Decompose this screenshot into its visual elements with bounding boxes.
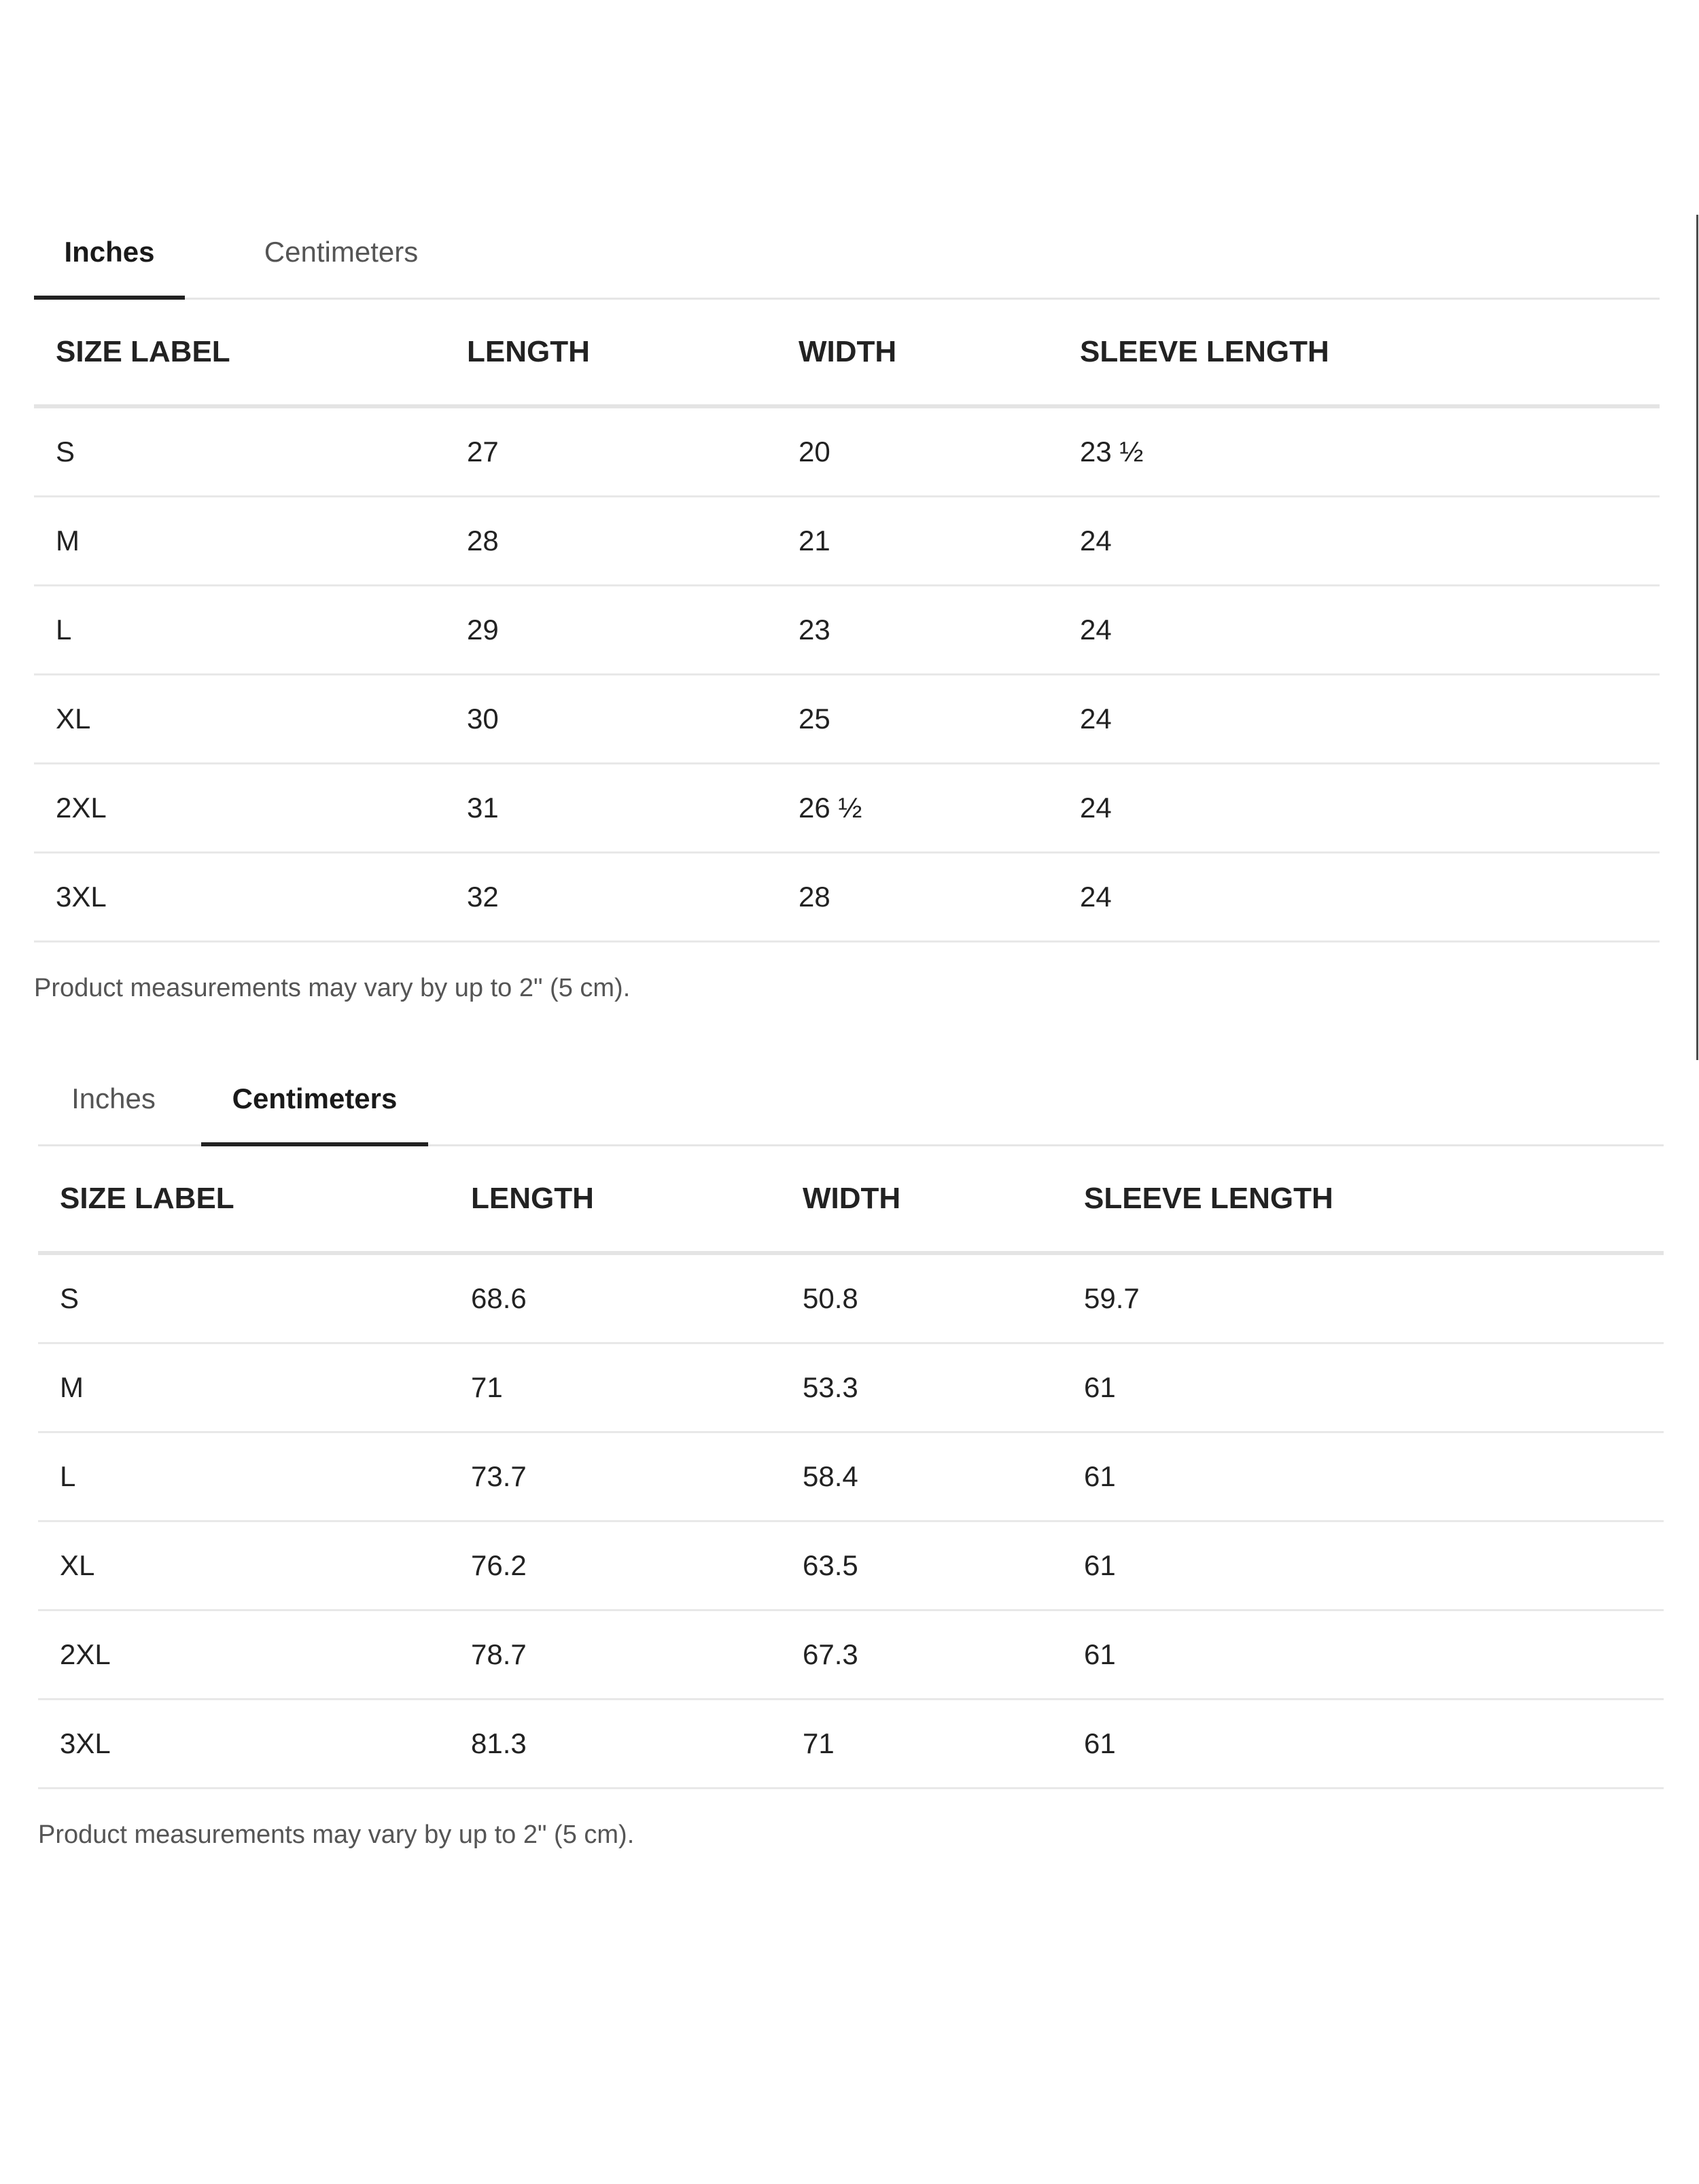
table-row bbox=[34, 675, 1660, 764]
width-cell: 53.3 bbox=[803, 1343, 1084, 1432]
sleeve-length-cell: 61 bbox=[1084, 1432, 1664, 1521]
width-cell: 25 bbox=[799, 675, 1080, 764]
size-cell: M bbox=[34, 497, 467, 586]
width-cell: 50.8 bbox=[803, 1253, 1084, 1343]
size-cell: 3XL bbox=[34, 853, 467, 942]
sleeve-length-cell: 24 bbox=[1080, 853, 1660, 942]
column-header-sleeve-length: SLEEVE LENGTH bbox=[1084, 1146, 1664, 1253]
size-cell: S bbox=[34, 406, 467, 497]
size-cell: XL bbox=[38, 1521, 471, 1610]
column-header-width: WIDTH bbox=[803, 1146, 1084, 1253]
table-row bbox=[34, 497, 1660, 586]
size-cell: 2XL bbox=[38, 1610, 471, 1699]
sleeve-length-cell: 23 ½ bbox=[1080, 406, 1660, 497]
unit-tabs bbox=[38, 1057, 1664, 1146]
tab-inches[interactable]: Inches bbox=[34, 211, 185, 298]
table-row bbox=[38, 1343, 1664, 1432]
width-cell: 26 ½ bbox=[799, 764, 1080, 853]
size-chart-inches bbox=[34, 211, 1660, 1003]
tab-centimeters[interactable]: Centimeters bbox=[201, 1057, 428, 1144]
width-cell: 21 bbox=[799, 497, 1080, 586]
size-cell: M bbox=[38, 1343, 471, 1432]
column-header-size-label: SIZE LABEL bbox=[38, 1146, 471, 1253]
width-cell: 71 bbox=[803, 1699, 1084, 1789]
sleeve-length-cell: 61 bbox=[1084, 1521, 1664, 1610]
sleeve-length-cell: 61 bbox=[1084, 1343, 1664, 1432]
width-cell: 58.4 bbox=[803, 1432, 1084, 1521]
size-cell: S bbox=[38, 1253, 471, 1343]
table-row bbox=[38, 1699, 1664, 1789]
size-cell: XL bbox=[34, 675, 467, 764]
column-header-length: LENGTH bbox=[471, 1146, 803, 1253]
sleeve-length-cell: 59.7 bbox=[1084, 1253, 1664, 1343]
length-cell: 30 bbox=[467, 675, 799, 764]
measurement-note: Product measurements may vary by up to 2" (5 cm). bbox=[38, 1820, 635, 1849]
size-table bbox=[38, 1146, 1664, 1789]
length-cell: 27 bbox=[467, 406, 799, 497]
width-cell: 23 bbox=[799, 586, 1080, 675]
table-row bbox=[38, 1610, 1664, 1699]
table-row bbox=[38, 1253, 1664, 1343]
column-header-width: WIDTH bbox=[799, 300, 1080, 406]
sleeve-length-cell: 61 bbox=[1084, 1610, 1664, 1699]
table-row bbox=[34, 853, 1660, 942]
size-cell: 3XL bbox=[38, 1699, 471, 1789]
table-row bbox=[34, 586, 1660, 675]
size-cell: L bbox=[34, 586, 467, 675]
sleeve-length-cell: 24 bbox=[1080, 764, 1660, 853]
table-header-row bbox=[34, 300, 1660, 406]
length-cell: 76.2 bbox=[471, 1521, 803, 1610]
table-row bbox=[38, 1432, 1664, 1521]
table-row bbox=[38, 1521, 1664, 1610]
scrollbar-edge bbox=[1696, 215, 1698, 1060]
table-row bbox=[34, 406, 1660, 497]
table-row bbox=[34, 764, 1660, 853]
sleeve-length-cell: 24 bbox=[1080, 586, 1660, 675]
length-cell: 78.7 bbox=[471, 1610, 803, 1699]
length-cell: 71 bbox=[471, 1343, 803, 1432]
length-cell: 31 bbox=[467, 764, 799, 853]
width-cell: 63.5 bbox=[803, 1521, 1084, 1610]
unit-tabs bbox=[34, 211, 1660, 300]
tab-centimeters[interactable]: Centimeters bbox=[264, 236, 419, 268]
length-cell: 68.6 bbox=[471, 1253, 803, 1343]
width-cell: 28 bbox=[799, 853, 1080, 942]
width-cell: 67.3 bbox=[803, 1610, 1084, 1699]
length-cell: 81.3 bbox=[471, 1699, 803, 1789]
length-cell: 28 bbox=[467, 497, 799, 586]
width-cell: 20 bbox=[799, 406, 1080, 497]
size-chart-centimeters bbox=[38, 1057, 1664, 1850]
column-header-length: LENGTH bbox=[467, 300, 799, 406]
size-table bbox=[34, 300, 1660, 943]
size-cell: L bbox=[38, 1432, 471, 1521]
sleeve-length-cell: 61 bbox=[1084, 1699, 1664, 1789]
table-header-row bbox=[38, 1146, 1664, 1253]
sleeve-length-cell: 24 bbox=[1080, 675, 1660, 764]
sleeve-length-cell: 24 bbox=[1080, 497, 1660, 586]
size-cell: 2XL bbox=[34, 764, 467, 853]
measurement-note: Product measurements may vary by up to 2" (5 cm). bbox=[34, 974, 631, 1002]
length-cell: 29 bbox=[467, 586, 799, 675]
column-header-sleeve-length: SLEEVE LENGTH bbox=[1080, 300, 1660, 406]
length-cell: 32 bbox=[467, 853, 799, 942]
column-header-size-label: SIZE LABEL bbox=[34, 300, 467, 406]
length-cell: 73.7 bbox=[471, 1432, 803, 1521]
tab-inches[interactable]: Inches bbox=[71, 1082, 156, 1114]
